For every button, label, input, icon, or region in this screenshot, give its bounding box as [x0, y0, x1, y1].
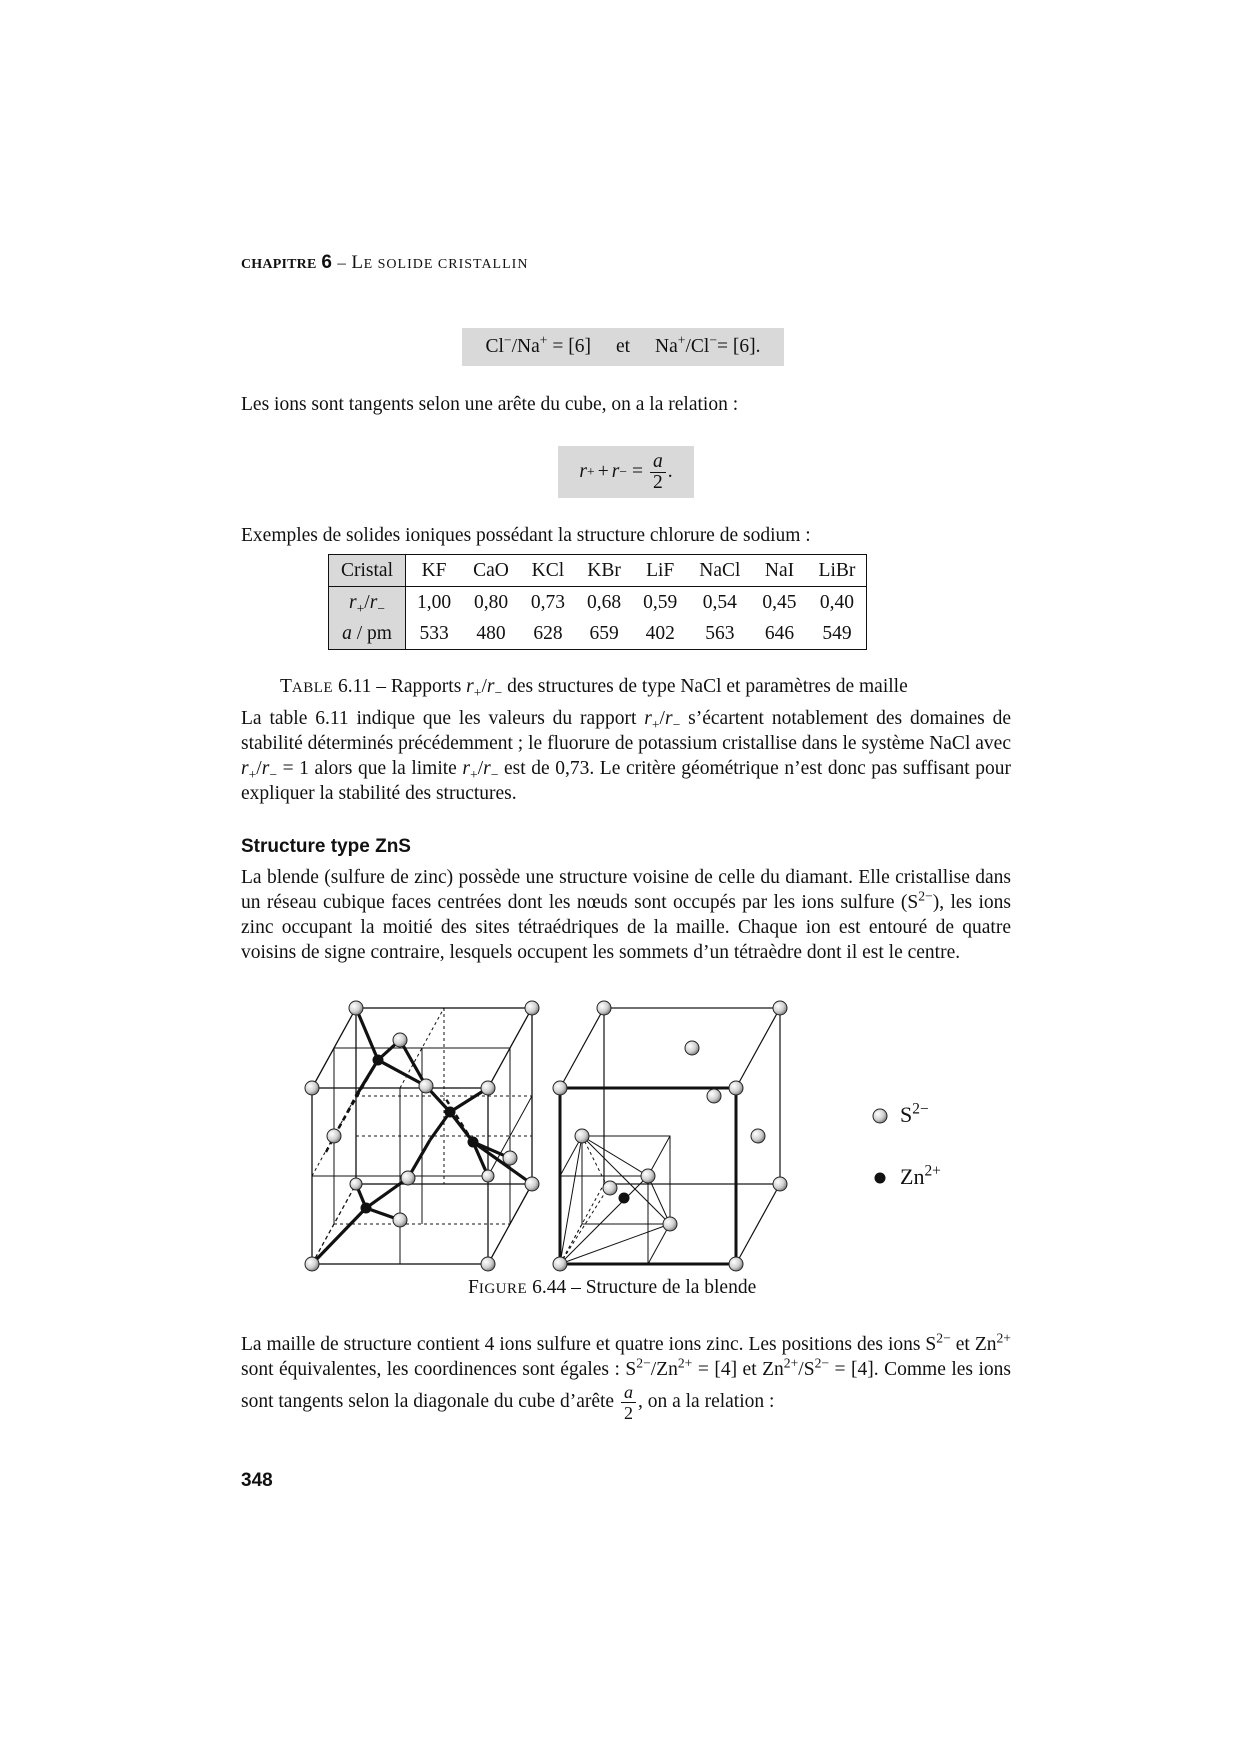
table-caption: TABLE 6.11 – Rapports $r_+/r_-$ des structures de type NaCl et paramètres de maille [280, 676, 908, 700]
right-cube-zinc-ion [619, 1193, 630, 1204]
running-header [241, 252, 528, 274]
table-cell-param: 402 [645, 622, 675, 644]
table-cell-param: 533 [419, 622, 449, 644]
table-cell-param: 563 [705, 622, 735, 644]
coord-left: Cl−/Na+ = [6] [485, 332, 591, 357]
header-title-rest: E SOLIDE CRISTALLIN [363, 257, 529, 272]
page-number: 348 [241, 1470, 273, 1491]
coordination-box [462, 328, 784, 366]
paragraph-coordination: La maille de structure contient 4 ions sulfure et quatre ions zinc. Les positions des ions $S^{2-}$ et $Zn^{2+}$ sont équivalentes, les coordinences sont égales : $S^{2-}/Zn^{2+} = [4]$ et $Zn^{2+}/S^{2-} = [4]$. Comme les ions sont tangents selon la diagonale du cube d’arête $\frac{a}{2}$ , on a la relation : [241, 1330, 1012, 1423]
figure-legend [873, 1109, 887, 1184]
table-cell-ratio: 0,40 [819, 591, 855, 613]
table-row-crystal [329, 555, 867, 587]
table-cell-ratio: 0,45 [762, 591, 797, 613]
section-title-zns: Structure type ZnS [241, 836, 411, 857]
paragraph-table-analysis: La table 6.11 indique que les valeurs du rapport $r_+/r_-$ s’écartent notablement des domaines de stabilité déterminés précédemment ; le fluorure de potassium cristallise dans le système NaCl avec $r_+/r_- = 1$ alors que la limite $r_+/r_-$ est de 0,73. Le critère géométrique n’est donc pas suffisant pour expliquer la stabilité des structures. [241, 708, 1012, 804]
table-header-cristal: Cristal [329, 555, 406, 587]
unit-cell-diagram [312, 990, 532, 1264]
legend-sulfur-icon [873, 1109, 887, 1123]
table-cell-ratio: 0,73 [530, 591, 565, 613]
figure-caption: FIGURE 6.44 – Structure de la blende [468, 1277, 757, 1298]
header-chapter-number: 6 [321, 252, 333, 273]
table-cell-param: 659 [589, 622, 619, 644]
table-row-ratio [329, 587, 867, 619]
paragraph-examples: Exemples de solides ioniques possédant la structure chlorure de sodium : [241, 525, 811, 546]
formula-fraction: $\frac{a}{2}$ [650, 452, 666, 493]
header-dash: – [332, 253, 352, 272]
table-cell-param: 646 [764, 622, 795, 644]
formula-box-nacl: r + + r − = $\frac{a}{2}$ . [558, 446, 694, 498]
table-cell-ratio: 0,59 [643, 591, 678, 613]
table-cell-crystal: NaI [751, 555, 807, 587]
blende-figure [290, 990, 1030, 1280]
table-cell-crystal: KF [406, 555, 463, 587]
table-cell-crystal: NaCl [688, 555, 751, 587]
table-cell-param: 549 [822, 622, 852, 644]
table-cell-param: 628 [533, 622, 563, 644]
table-header-ratio: $r_+/r_-$ [329, 587, 406, 619]
table-cell-ratio: 0,54 [702, 591, 737, 613]
table-cell-ratio: 0,80 [473, 591, 509, 613]
coord-right: Na+/Cl−= [6]. [655, 332, 761, 357]
table-cell-ratio: 1,00 [417, 591, 452, 613]
paragraph-tangent-edge: Les ions sont tangents selon une arête du cube, on a la relation : [241, 394, 739, 415]
legend-sulfur-label: $S^{2-}$ [900, 1100, 929, 1127]
table-cell-param: 480 [476, 622, 506, 644]
table-cell-ratio: 0,68 [587, 591, 622, 613]
legend-zinc-icon [875, 1173, 886, 1184]
legend-zinc-label: $Zn^{2+}$ [900, 1162, 941, 1189]
paragraph-blende: La blende (sulfure de zinc) possède une structure voisine de celle du diamant. Elle cristallise dans un réseau cubique faces centrées dont les nœuds sont occupés par les ions sulfure $(S^{2-})$, les ions zinc occupant la moitié des sites tétraédriques de la maille. Chaque ion est entouré de quatre voisins de signe contraire, lesquels occupent les sommets d’un tétraèdre dont il est le centre. [241, 867, 1011, 963]
header-initial: L [351, 252, 364, 273]
table-header-param: a / pm [329, 618, 406, 650]
table-cell-crystal: KBr [576, 555, 632, 587]
coord-et: et [615, 336, 631, 357]
table-cell-crystal: KCl [520, 555, 576, 587]
table-cell-crystal: LiF [632, 555, 688, 587]
table-cell-crystal: CaO [462, 555, 520, 587]
table-row-param [329, 618, 867, 650]
table-cell-crystal: LiBr [808, 555, 867, 587]
left-cube-zinc-ions [361, 1055, 479, 1214]
edge-fraction: $\frac{a}{2}$ [621, 1382, 636, 1423]
nacl-structures-table [328, 554, 867, 650]
header-chapitre: CHAPITRE [241, 257, 317, 272]
